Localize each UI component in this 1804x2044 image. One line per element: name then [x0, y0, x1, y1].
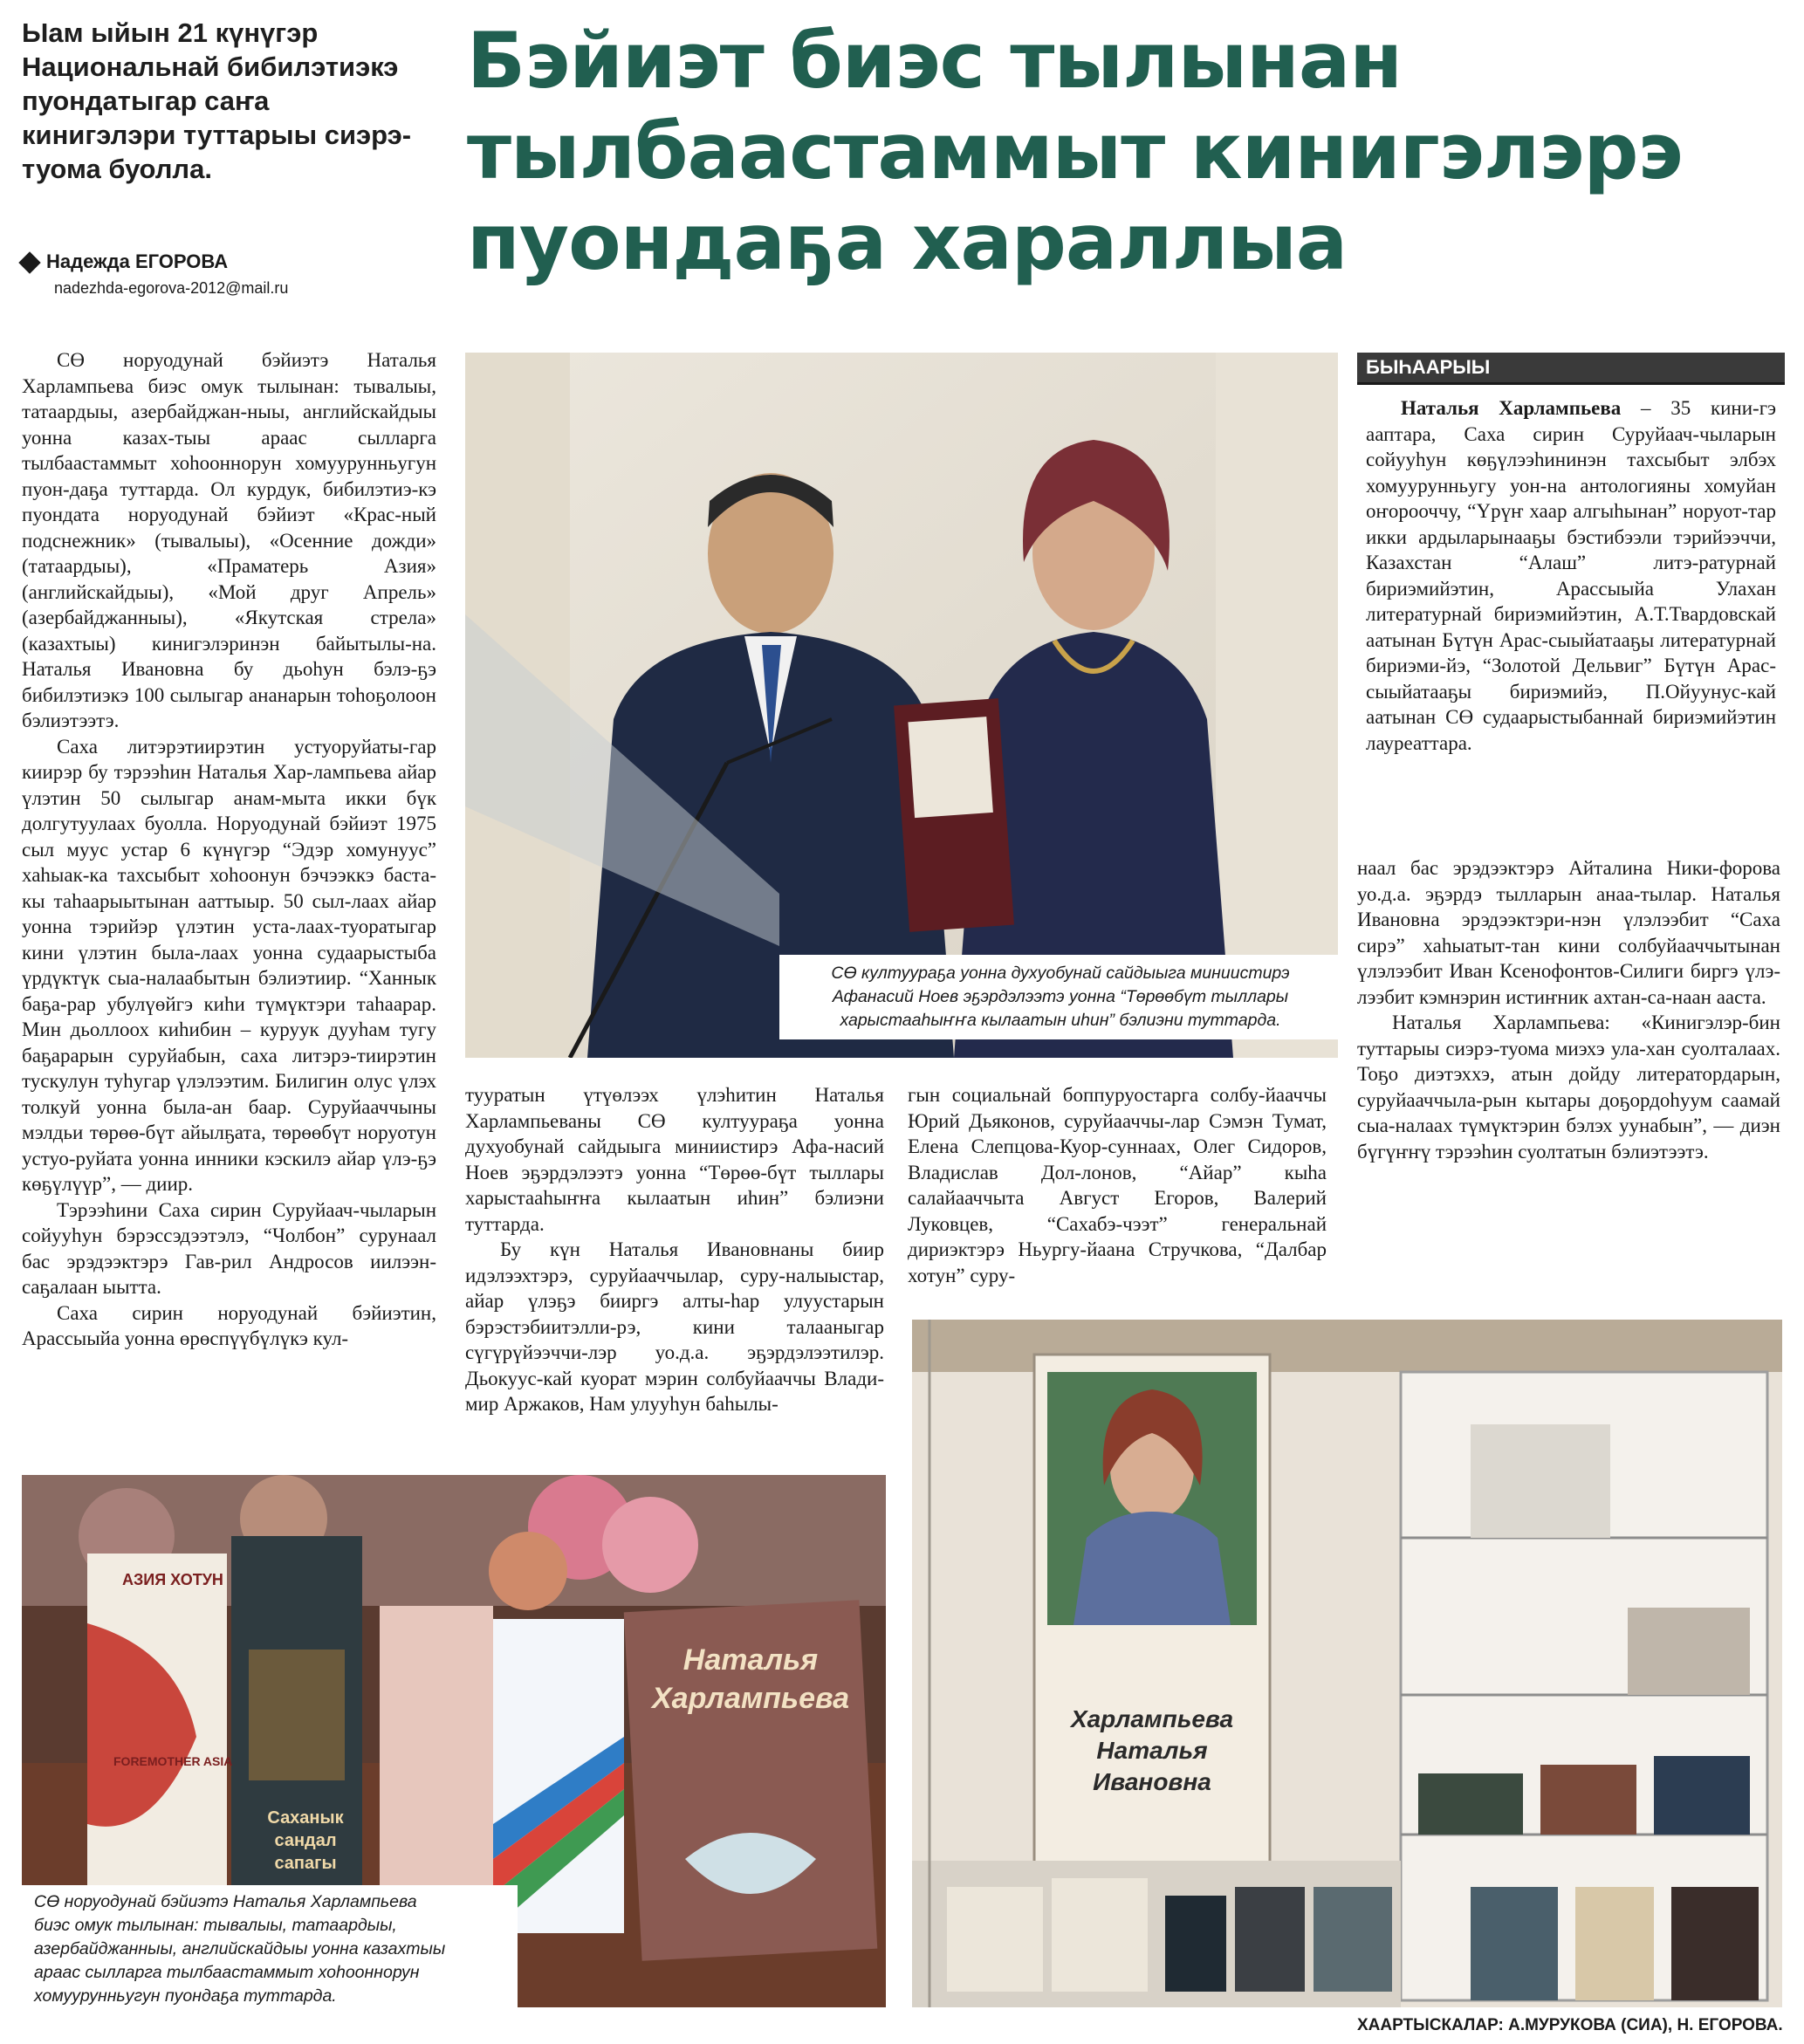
- caption-line: араас сылларга тылбаастаммыт хоһооннорун: [34, 1963, 420, 1982]
- caption-line: СӨ култуураҕа уонна духуобунай сайдыыга миниистирэ: [831, 964, 1290, 983]
- award-photo-image: [465, 353, 1338, 1058]
- book-title-sakha: Саханык сандал сапагы: [267, 1808, 344, 1873]
- poster-name-line: Харлампьева: [1070, 1705, 1234, 1732]
- book-title-harlampieva: Наталья Харлампьева: [652, 1643, 849, 1715]
- caption-line: Афанасий Ноев эҕэрдэлээтэ уонна “Төрөөбүт тыллары: [832, 987, 1289, 1006]
- paragraph: тууратын үтүөлээх үлэһитин Наталья Харлампьеваны СӨ култуураҕа уонна духуобунай сайдыыга миниистирэ Афа-насий Ноев эҕэрдэлээтэ уонна “Төрөө-бүт тыллары харыстааһыҥҥа кылаатын иһин” бэлиэни туттарда.: [465, 1084, 884, 1235]
- photo-credit: ХААРТЫСКАЛАР: А.МУРУКОВА (СИА), Н. ЕГОРОВА.: [1357, 2016, 1783, 2034]
- sidebar-text: [1357, 385, 1785, 756]
- caption-line: биэс омук тылынан: тывалыы, татаардыы,: [34, 1916, 397, 1935]
- article-headline: [467, 16, 1794, 288]
- sidebar-body: – 35 кини-гэ ааптара, Саха сирин Суруйаач-чыларын сойууһун көҕүлээһининэн тахсыбыт элбэх хомуурунньугу уон-на антологияны хомуйан оҥорооччу, “Үрүҥ хаар алгыһынан” норуот-тар икки ардыларынааҕы бэстибээли тэрийээччи, Казахстан “Алаш” литэ-ратурнай бириэмийэтин, Арассыыйа Улахан литературнай бириэмийэтин, А.Т.Твардовскай аатынан Бүтүн Арас-сыыйатааҕы литературнай бириэми-йэ, “Золотой Дельвиг” Бүтүн Арас-сыыйатааҕы бириэмийэ, П.Ойуунус-кай аатынан СӨ судаарыстыбаннай бириэмийэтин лауреаттара.: [1366, 397, 1777, 754]
- lead-line: кинигэлэри туттарыы сиэрэ-: [22, 120, 412, 150]
- lead-line: Национальнай бибилэтиэкэ: [22, 51, 399, 82]
- paragraph: Саха литэрэтиирэтин устуоруйаты-гар киирэр бу тэрээһин Наталья Хар-лампьева айар үлэтин 50 сылыгар анам-мыта икки бүк долгутуулаах буолла. Норуодунай бэйиэт 1975 сыл муус устар 6 күнүгэр “Эдэр хомунуус” хаһыак-ка тахсыбыт хоһоонун бэчээккэ баста-кы таһаарыытынан ааттыыр. 50 сыл-лаах айар уонна тэрийэр үлэтин устa-лаах-туоратыгар кини үлэтин была-лаах уонна судаарыстыба үрдүктүк сыа-налаабытын бэлиэтиир. “Ханнык баҕа-рар убулүөйгэ киһи түмүктэри таһаарар. Мин дьоллоох киһибин – куруук дууһам тугу баҕарарын суруйабын, саха литэрэ-тиирэтин тускулун туһугар үлэлээтим. Билигин олус үлэх толкуй уонна была-ан баар. Суруйааччыны мэлдьи төрөө-бүт айылҕата, төрөөбүт норуотун устуо-руйата уонна инники кэскилэ айар үлэ-ҕэ көҕүлүүр”, — диир.: [22, 735, 436, 1195]
- caption-line: харыстааһыҥҥа кылаатын иһин” бэлиэни туттарда.: [840, 1011, 1281, 1030]
- book-subtitle-foremother: FOREMOTHER ASIA: [113, 1754, 233, 1768]
- author-byline: [22, 250, 228, 273]
- exhibition-photo-image: [912, 1320, 1782, 2007]
- sidebar-name: Наталья Харлампьева: [1401, 397, 1622, 419]
- paragraph: Саха сирин норуодунай бэйиэтин, Арассыыйа уонна өрөспүүбүлүкэ кул-: [22, 1301, 436, 1349]
- lead-line: пуондатыгар саҥа: [22, 86, 270, 116]
- award-photo: [465, 353, 1338, 1058]
- poster-name-line: Ивановна: [1093, 1768, 1211, 1795]
- headline-line: пуондаҕа хараллыа: [467, 197, 1348, 287]
- paragraph: СӨ норуодунай бэйиэтэ Наталья Харлампьева биэс омук тылынан: тывалыы, татаардыы, азербайджан-ныы, английскайдыы уонна казах-тыы араас сылларга тылбаастаммыт хоһооннорун хомуурунньугун пуон-даҕа туттарда. Ол курдук, бибилэтиэ-кэ пуондата норуодунай бэйиэт «Крас-ный подснежник» (тывалыы), «Осенние дожди» (татаардыы), «Праматерь Азия» (английскайдыы), «Мой друг Апрель» (азербайджанныы), «Якутская стрела» (казахтыы) кинигэлэринэн байытылы-на. Наталья Ивановна бу дьоһун бэлэ-ҕэ бибилэтиэкэ 100 сылыгар ананарын тоһоҕолоон бэлиэтээтэ.: [22, 349, 436, 731]
- paragraph: наал бас эрэдээктэрэ Айталина Ники-форова уо.д.а. эҕэрдэ тылларын анаа-тылар. Наталья Ивановна эрэдээктэри-нэн үлэлээбит “Саха сирэ” хаһыатыт-тан кини солбуйааччытынан үлэлээбит Иван Ксенофонтов-Силиги биргэ үлэ-лээбит кэмнэрин истиҥник ахтан-са-наан ааста.: [1357, 857, 1780, 1008]
- poster-name: [1039, 1704, 1266, 1798]
- books-photo: [22, 1475, 886, 2007]
- article-column-1: [22, 347, 436, 1352]
- sidebar-title: БЫҺААРЫЫ: [1357, 353, 1785, 385]
- caption-line: азербайджанныы, английскайдыы уонна казахтыы: [34, 1939, 446, 1958]
- paragraph: Наталья Харлампьева: «Кинигэлэр-бин туттарыы сиэрэ-туома миэхэ ула-хан суолталаах. Тоҕо диэтэххэ, атын дойду литератордарын, суруйааччыла-рын кытары доҕордоһуум саамай сыа-налаах түмүктэрин бэлэх уунабын”, — диэн бүгүҥҥү тэрээһин суолтатын бэлиэтээтэ.: [1357, 1012, 1780, 1163]
- diamond-icon: [18, 251, 40, 273]
- poster-name-line: Наталья: [1096, 1737, 1208, 1764]
- article-column-3: [908, 1082, 1327, 1288]
- caption-line: хомуурунньугун пуондаҕа туттарда.: [34, 1986, 337, 2006]
- books-photo-caption: [22, 1885, 518, 2007]
- info-sidebar: [1357, 353, 1785, 756]
- lead-line: Ыам ыйын 21 күнүгэр: [22, 17, 319, 48]
- book-title-asia: АЗИЯ ХОТУН: [122, 1571, 223, 1588]
- caption-line: СӨ норуодунай бэйиэтэ Наталья Харлампьева: [34, 1892, 417, 1911]
- paragraph: гын социальнай боппуруостарга солбу-йааччы Юрий Дьяконов, суруйааччы-лар Сэмэн Тумат, Елена Слепцова-Куор-суннаах, Олег Сидоров, Владислав Дол-лонов, “Айар” кыһа салайааччыта Август Егоров, Валерий Луковцев, “Сахабэ-чээт” генеральнай дириэктэрэ Ньургу-йаана Стручкова, “Далбар хотун” суру-: [908, 1084, 1327, 1286]
- article-column-4: [1357, 855, 1780, 1164]
- author-email: nadezhda-egorova-2012@mail.ru: [54, 279, 289, 297]
- lead-paragraph: [22, 16, 432, 186]
- paragraph: Тэрээһини Саха сирин Суруйаач-чыларын сойууһун бэрэссэдээтэлэ, “Чолбон” сурунаал бас эрэдээктэрэ Гав-рил Андросов иилээн-сaҕалаан ыытта.: [22, 1198, 436, 1298]
- headline-line: Бэйиэт биэс тылынан: [467, 16, 1403, 106]
- exhibition-photo: [912, 1320, 1782, 2007]
- author-name: Надежда ЕГОРОВА: [46, 250, 229, 272]
- paragraph: Бу күн Наталья Ивановнаны биир идэлээхтэрэ, суруйааччылар, суру-налыыстар, айар үлэҕэ бииргэ алты-һар улуустарын бэрэстэбиитэлли-рэ, кини талааныгар сүгүрүйээччи-лэр уо.д.а. эҕэрдэлээтилэр. Дьокуус-кай куорат мэрин солбуйааччы Влади-мир Аржаков, Нам улууһун баһылы-: [465, 1238, 884, 1415]
- article-column-2: [465, 1082, 884, 1417]
- headline-line: тылбаастаммыт кинигэлэрэ: [467, 106, 1683, 196]
- lead-line: туома буолла.: [22, 154, 212, 184]
- award-photo-caption: [779, 955, 1338, 1039]
